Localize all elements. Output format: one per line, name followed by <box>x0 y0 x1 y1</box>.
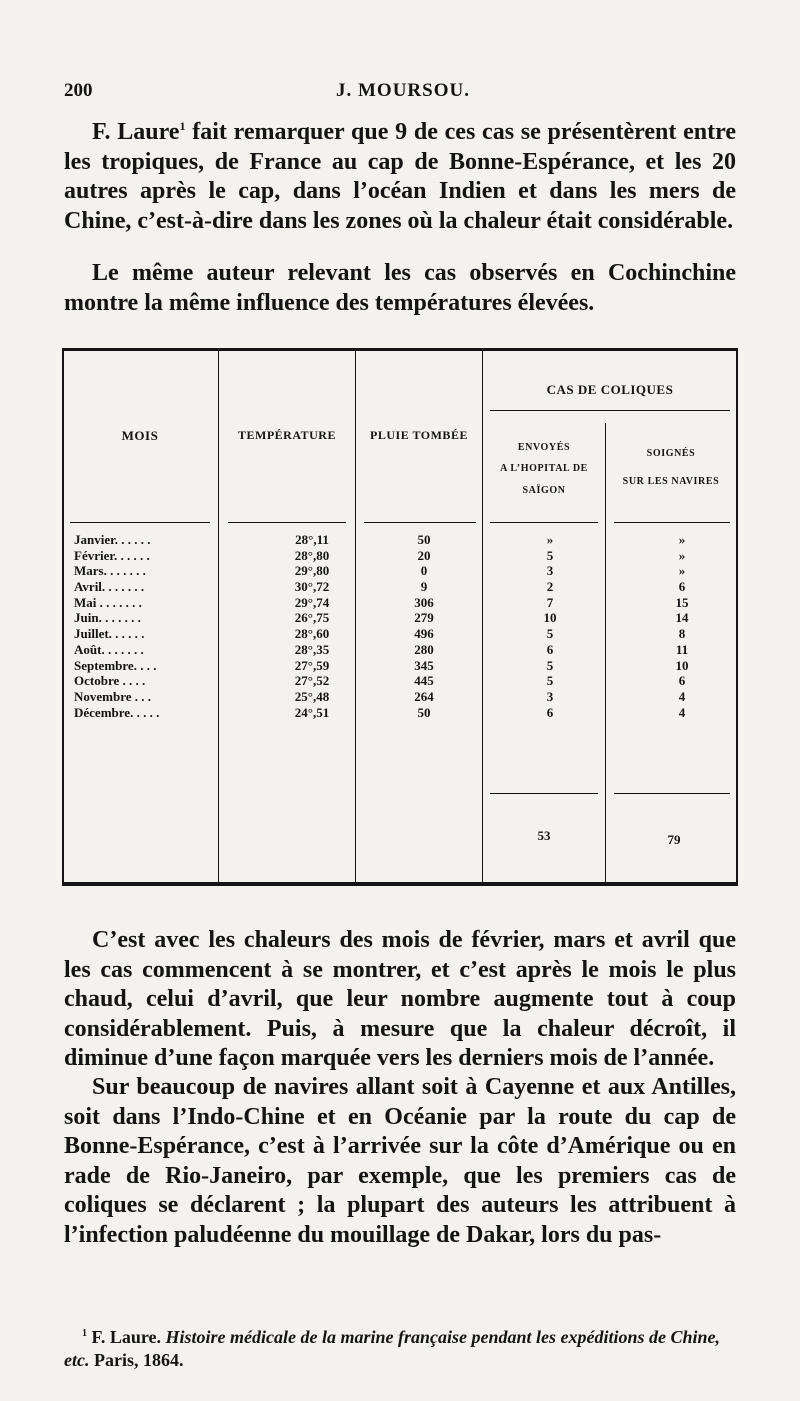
running-title: J. MOURSOU. <box>336 80 470 101</box>
paragraph-text: Le même auteur relevant les cas observés en Cochinchine montre la même influence des températures élevées. <box>64 260 736 316</box>
table-top-rule <box>62 348 738 351</box>
temperature-cell: 24°,51 <box>294 704 330 720</box>
treated-cell: 15 <box>675 594 689 610</box>
footnote-title: Histoire médicale de la marine française pendant les expéditions de Chine, etc. <box>64 1327 720 1370</box>
month-cell: Juillet. . . . . . <box>74 626 145 642</box>
treated-cell: 10 <box>675 657 689 673</box>
treated-cell: » <box>678 532 686 547</box>
treated-cell: 11 <box>675 641 689 657</box>
paragraph-ship-routes <box>64 1073 736 1250</box>
month-cell: Novembre . . . <box>74 688 152 704</box>
month-cell: Avril. . . . . . . <box>74 579 145 595</box>
month-cell: Octobre . . . . <box>74 673 146 689</box>
temperature-cell: 28°,60 <box>294 626 330 642</box>
header-sent-line1: ENVOYÉS <box>517 442 571 453</box>
table-row <box>62 610 738 626</box>
paragraph-cochinchine <box>64 259 736 318</box>
temperature-cell: 29°,80 <box>294 563 330 579</box>
table-row <box>62 626 738 642</box>
rain-cell: 279 <box>414 610 434 626</box>
rain-cell: 50 <box>417 532 431 547</box>
table-row <box>62 642 738 658</box>
month-cell: Janvier. . . . . . <box>74 532 151 547</box>
total-treated: 79 <box>667 832 681 847</box>
cases-header-brace <box>490 410 730 411</box>
temperature-cell: 27°,52 <box>294 673 330 689</box>
sent-cell: 10 <box>543 610 557 626</box>
header-underline <box>70 522 210 523</box>
rain-cell: 445 <box>414 673 434 689</box>
sent-cell: 5 <box>546 547 554 563</box>
footnote <box>64 1326 736 1372</box>
table-row <box>62 658 738 674</box>
rain-cell: 9 <box>420 579 428 595</box>
table-row <box>62 579 738 595</box>
table-row <box>62 689 738 705</box>
paragraph-heat-months <box>64 926 736 1074</box>
treated-cell: 8 <box>678 626 686 642</box>
page-number: 200 <box>64 80 93 101</box>
header-sent-line2: A L’HOPITAL DE <box>500 463 588 474</box>
footnote-author: F. Laure. <box>87 1327 166 1347</box>
table-row <box>62 673 738 689</box>
month-cell: Mai . . . . . . . <box>74 594 142 610</box>
paragraph-text: C’est avec les chaleurs des mois de février, mars et avril que les cas commencent à se montrer, et c’est après le mois le plus chaud, celui d’avril, que leur nombre augmente tout à coup considérablement. Puis, à mesure que la chaleur décroît, il diminue d’une façon marquée vers les derniers mois de l’année. <box>64 927 736 1071</box>
sent-cell: 5 <box>546 626 554 642</box>
paragraph-text: F. Laure <box>92 119 180 145</box>
temperature-cell: 30°,72 <box>294 579 330 595</box>
header-cases: CAS DE COLIQUES <box>546 382 674 397</box>
table-row <box>62 705 738 721</box>
sent-cell: 5 <box>546 673 554 689</box>
treated-cell: 4 <box>678 688 686 704</box>
month-cell: Septembre. . . . <box>74 657 157 673</box>
table-row <box>62 548 738 564</box>
header-sent-line3: SAÏGON <box>522 485 566 496</box>
total-rule <box>614 793 730 794</box>
temperature-cell: 28°,35 <box>294 641 330 657</box>
table-row <box>62 563 738 579</box>
paragraph-text: Sur beaucoup de navires allant soit à Cayenne et aux Antilles, soit dans l’Indo-Chine et en Océanie par la route du cap de Bonne-Espérance, c’est à l’arrivée sur la côte d’Amérique ou en rade de Rio-Janeiro, par exemple, que les premiers cas de coliques se déclarent ; la plupart des auteurs les attribuent à l’infection paludéenne du mouillage de Dakar, lors du pas- <box>64 1074 736 1248</box>
sent-cell: » <box>546 532 554 547</box>
rain-cell: 264 <box>414 688 434 704</box>
header-treated-line2: SUR LES NAVIRES <box>622 476 720 487</box>
temperature-cell: 28°,11 <box>295 532 329 547</box>
header-underline <box>364 522 476 523</box>
paragraph-laure-remark <box>64 118 736 236</box>
temperature-cell: 25°,48 <box>294 688 330 704</box>
footnote-marker: 1 <box>82 1328 87 1339</box>
rain-cell: 306 <box>414 594 434 610</box>
temperature-cell: 26°,75 <box>294 610 330 626</box>
month-cell: Décembre. . . . . <box>74 704 160 720</box>
running-head <box>64 80 742 106</box>
table-row <box>62 532 738 548</box>
sent-cell: 6 <box>546 641 554 657</box>
temperature-cell: 29°,74 <box>294 594 330 610</box>
rain-cell: 0 <box>420 563 428 579</box>
total-rule <box>490 793 598 794</box>
sent-cell: 3 <box>546 688 554 704</box>
month-cell: Mars. . . . . . . <box>74 563 146 579</box>
treated-cell: 4 <box>678 704 686 720</box>
rain-cell: 280 <box>414 641 434 657</box>
footnote-ref: 1 <box>179 119 186 133</box>
header-temperature: TEMPÉRATURE <box>238 428 336 442</box>
treated-cell: 6 <box>678 579 686 595</box>
header-treated-line1: SOIGNÉS <box>646 448 696 459</box>
treated-cell: 6 <box>678 673 686 689</box>
paragraph-text: fait remarquer que 9 de ces cas se présentèrent entre les tropiques, de France au cap de Bonne-Espérance, et les 20 autres après le cap, dans l’océan Indien et dans les mers de Chine, c’est-à-dire dans les zones où la chaleur était considérable. <box>64 119 736 234</box>
sent-cell: 3 <box>546 563 554 579</box>
header-underline <box>614 522 730 523</box>
temperature-cell: 27°,59 <box>294 657 330 673</box>
sent-cell: 5 <box>546 657 554 673</box>
month-cell: Février. . . . . . <box>74 547 150 563</box>
footnote-place: Paris, 1864. <box>89 1350 184 1370</box>
table-bottom-rule <box>62 882 738 886</box>
treated-cell: 14 <box>675 610 689 626</box>
sent-cell: 2 <box>546 579 554 595</box>
sent-cell: 6 <box>546 704 554 720</box>
header-underline <box>228 522 346 523</box>
sent-cell: 7 <box>546 594 554 610</box>
total-sent: 53 <box>537 828 551 843</box>
header-rain: PLUIE TOMBÉE <box>370 428 468 442</box>
rain-cell: 345 <box>414 657 434 673</box>
month-cell: Août. . . . . . . <box>74 641 144 657</box>
header-underline <box>490 522 598 523</box>
rain-cell: 496 <box>414 626 434 642</box>
treated-cell: » <box>678 547 686 563</box>
rain-cell: 50 <box>417 704 431 720</box>
table-body <box>62 532 738 720</box>
temperature-cell: 28°,80 <box>294 547 330 563</box>
rain-cell: 20 <box>417 547 431 563</box>
table-row <box>62 595 738 611</box>
colic-cases-table <box>62 348 738 886</box>
treated-cell: » <box>678 563 686 579</box>
header-month: MOIS <box>121 428 159 443</box>
month-cell: Juin. . . . . . . <box>74 610 141 626</box>
